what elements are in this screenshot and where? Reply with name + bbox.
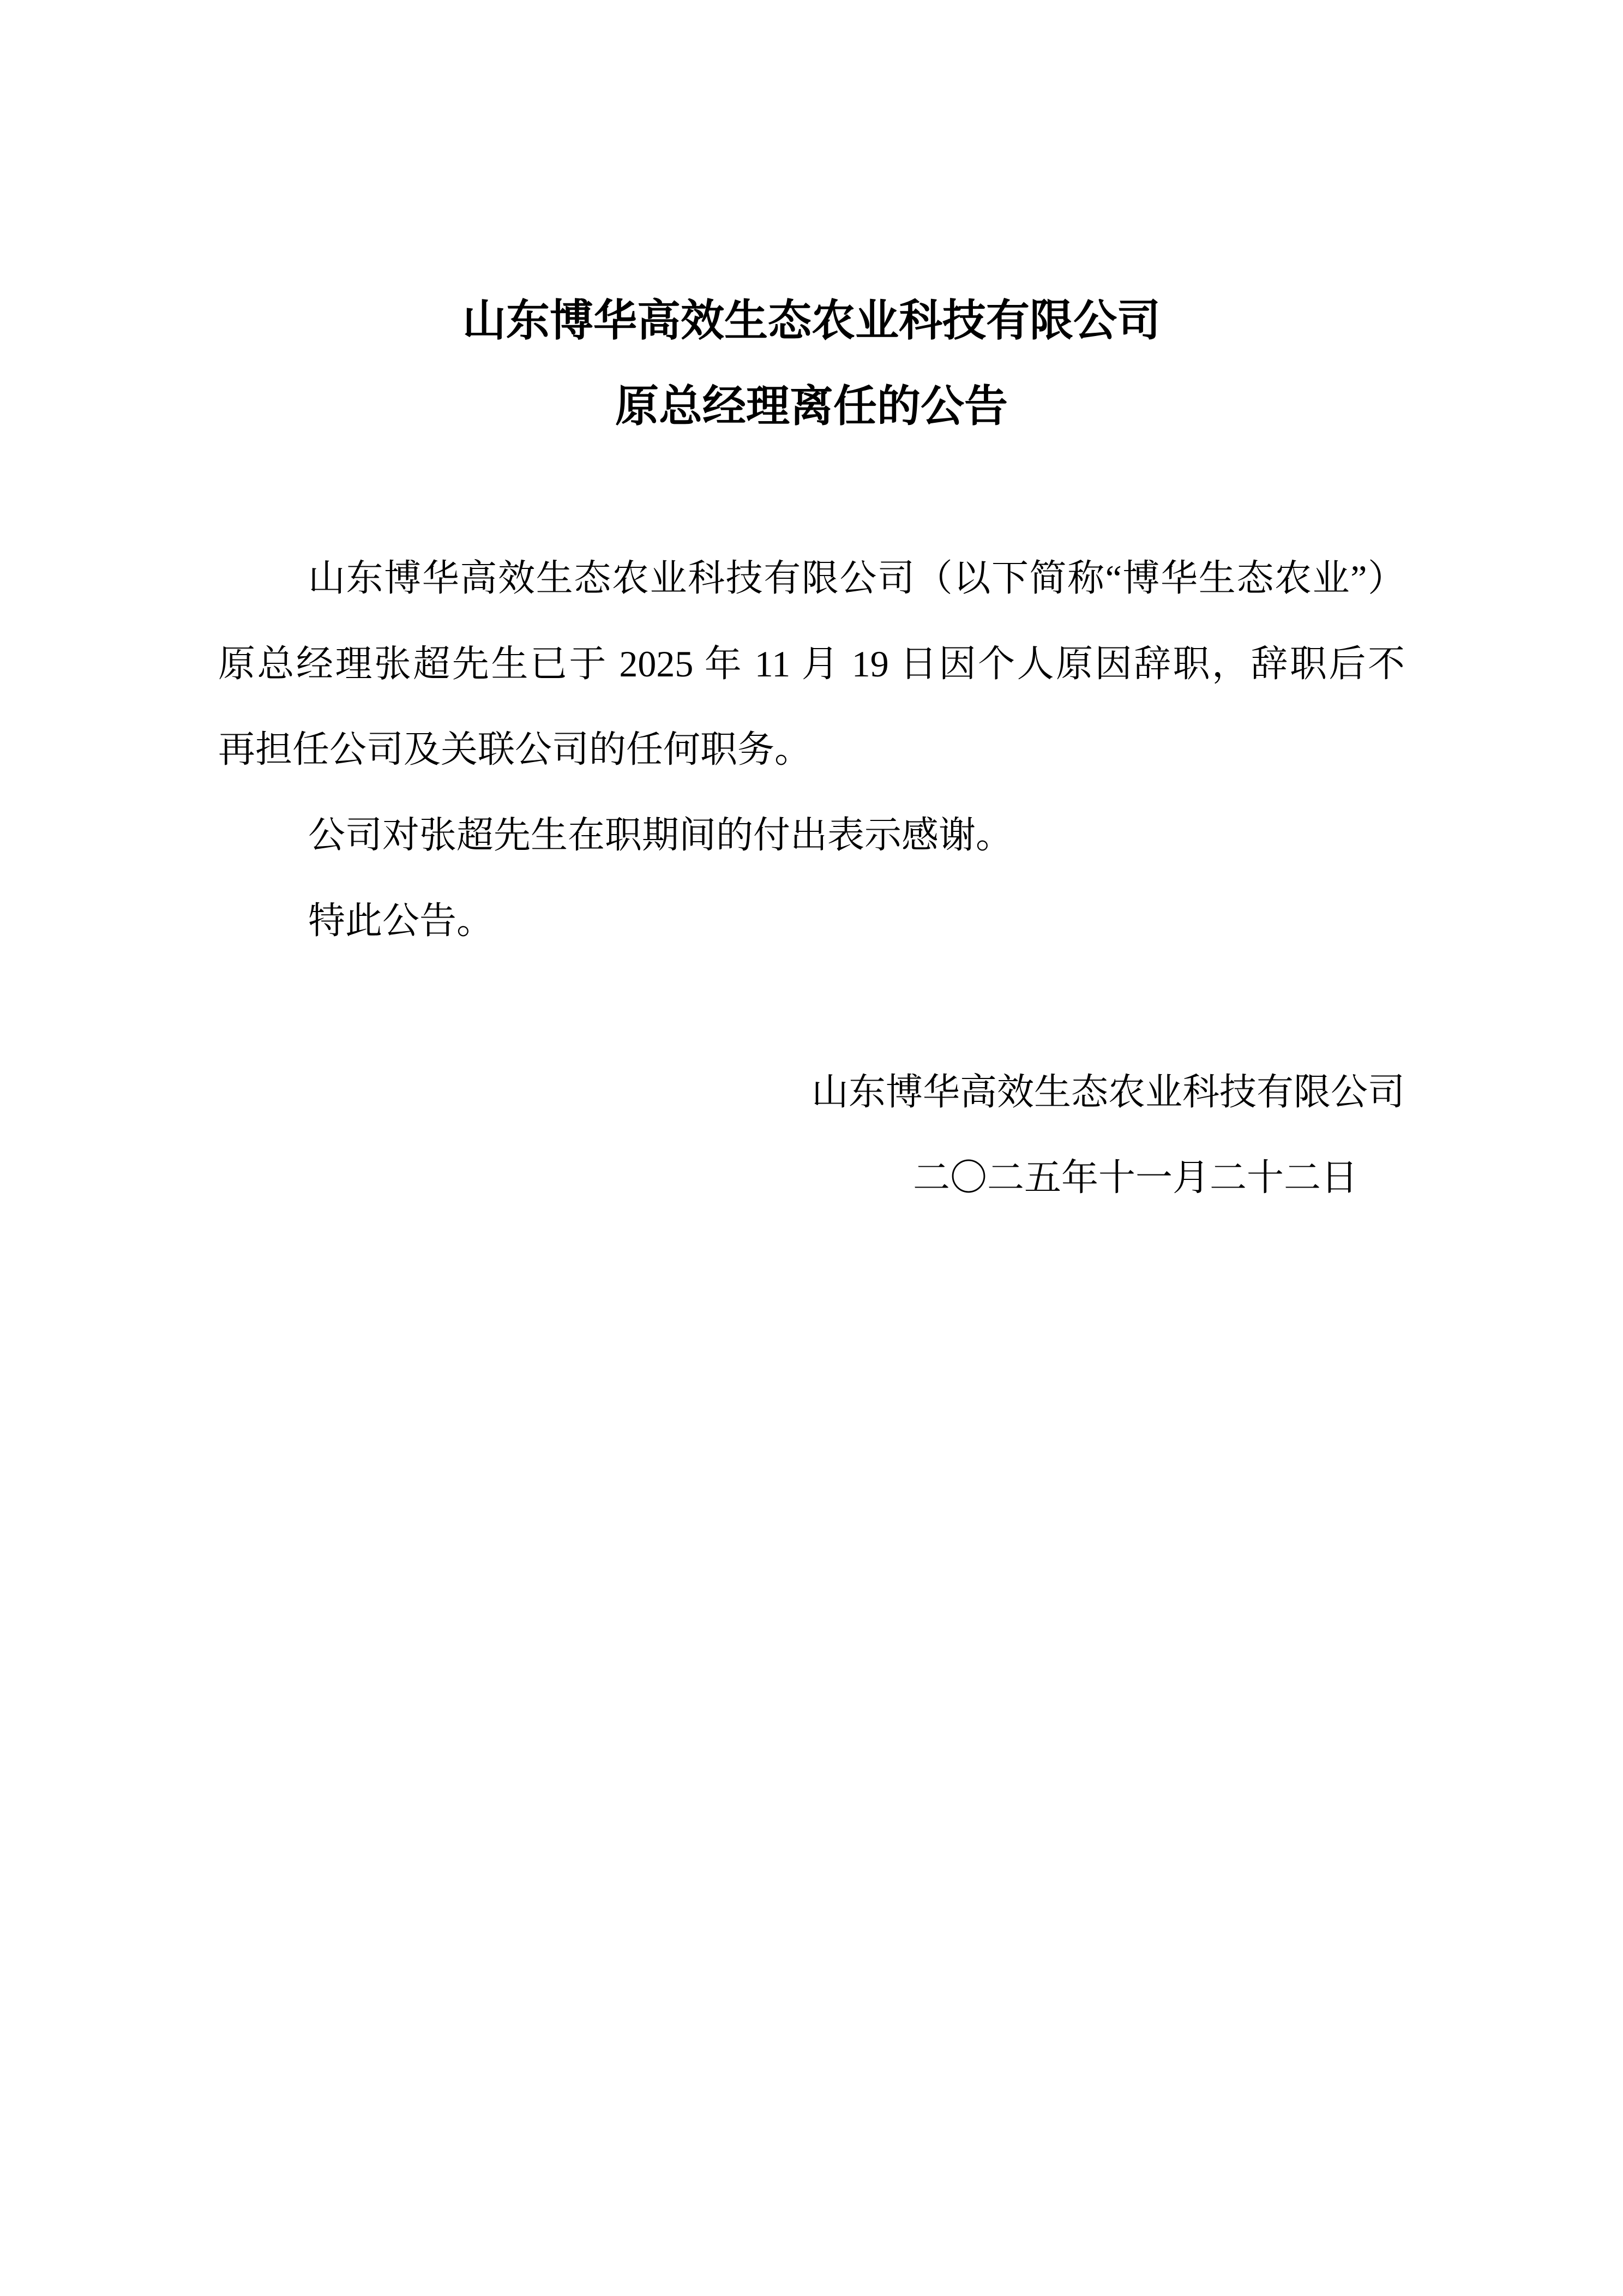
- spacer-line: [218, 964, 1405, 1050]
- doc-title-company-line: 山东博华高效生态农业科技有限公司: [462, 297, 1161, 345]
- signature-date: 二〇二五年十一月二十二日: [912, 1157, 1358, 1198]
- doc-title-announcement-line: 原总经理离任的公告: [615, 383, 1008, 431]
- paragraph3-hereby-announced: 特此公告。: [308, 900, 494, 942]
- paragraph2-thanks: 公司对张超先生在职期间的付出表示感谢。: [308, 814, 1013, 856]
- paragraph1-line1: 山东博华高效生态农业科技有限公司（以下简称“博华生态农业”）: [308, 557, 1405, 599]
- spacer-line: [218, 450, 1405, 536]
- paragraph1-line3: 再担任公司及关联公司的任何职务。: [218, 729, 812, 770]
- paragraph1-line2: 原总经理张超先生已于 2025 年 11 月 19 日因个人原因辞职，辞职后不: [218, 643, 1405, 685]
- signature-company-name: 山东博华高效生态农业科技有限公司: [811, 1071, 1405, 1113]
